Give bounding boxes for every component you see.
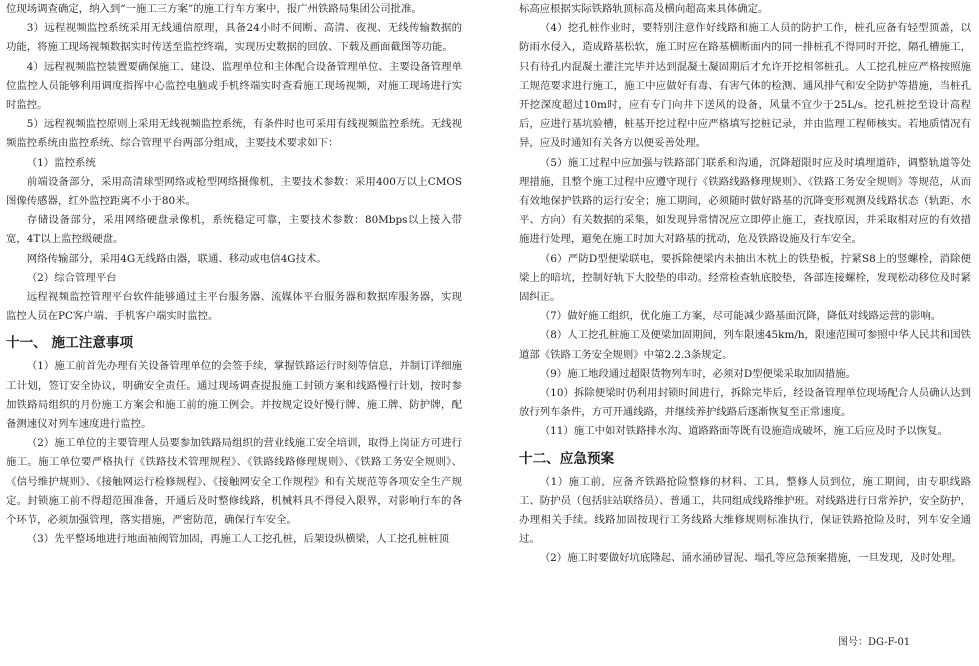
left-paragraph: 远程视频监控管理平台软件能够通过主平台服务器、流媒体平台服务器和数据库服务器，实现监控人员在PC客户端、手机客户端实时监控。 [6,291,462,323]
right-paragraph: （6）严防D型便梁联电，要拆除便梁内未抽出木枕上的铁垫板，拧紧S8上的竖螺栓，消除便梁上的暗坑，控制好轨下大胶垫的串动。经常检查轨底胶垫，各部连接螺栓，发现松动移位及时紧固纠正。 [519,252,971,304]
left-paragraph: （1）监控系统 [26,156,96,169]
right-paragraph: （8）人工挖孔桩施工及便梁加固期间，列车限速45km/h，限速范围可参照中华人民共和国铁道部《铁路工务安全规则》中第2.2.3条规定。 [519,329,971,361]
left-section-heading: 十一、 施工注意事项 [6,335,134,352]
left-paragraph: （3）先平整场地进行地面袖阀管加固，再施工人工挖孔桩，后架设纵横梁，人工挖孔桩桩顶 [26,533,450,546]
left-paragraph: 5）远程视频监控原则上采用无线视频监控系统，有条件时也可采用有线视频监控系统。无线视频监控系统由监控系统、综合管理平台两部分组成，主要技术要求如下： [6,118,462,150]
left-paragraph: （1）施工前首先办理有关设备管理单位的会签手续，掌握铁路运行时刻等信息，并制订详细施工计划，签订安全协议，明确安全责任。通过现场调查提报施工封锁方案和线路慢行计划，按时参加铁路局组织的月份施工方案会和施工前的施工例会。并按规定设好慢行牌、施工牌、防护牌，配备测速仪对列车速度进行监控。 [6,360,462,431]
right-paragraph: （7）做好施工组织，优化施工方案，尽可能减少路基面沉降，降低对线路运营的影响。 [539,310,942,323]
right-paragraph: （5）施工过程中应加强与铁路部门联系和沟通，沉降超限时应及时填埋道砟，调整轨道等处理措施，且整个施工过程中应遵守现行《铁路线路修理规则》、《铁路工务安全规则》等规范，从而有效地保护铁路的运行安全；施工期间，必须随时做好路基的沉降变形观测及线路状态（轨距、水平、方向）有关数据的采集，如发现异常情况应立即停止施工，查找原因，并采取相对应的有效措施进行处理，避免在施工时加大对路基的扰动，危及铁路设施及行车安全。 [519,156,971,246]
left-paragraph: 4）远程视频监控装置要确保施工、建设、监理单位和主体配合设备管理单位、主要设备管理单位监控人员能够利用调度指挥中心监控电脑或手机终端实时查看施工现场视频，对施工现场进行实时监控。 [6,60,462,112]
right-paragraph: （1）施工前，应备齐铁路抢险整修的材料、工具，整修人员到位，施工期间，由专职线路工、防护员（包括驻站联络员）、普通工，共同组成线路维护班。对线路进行日常养护，安全防护，办理相关手续。线路加固按现行工务线路大维修规则标准执行，保证铁路抢险及时，列车安全通过。 [519,475,971,546]
left-paragraph: 3）远程视频监控系统采用无线通信原理，具备24小时不间断、高清、夜视、无线传输数据的功能，将施工现场视频数据实时传送至监控终端，实现历史数据的回放、下载及画面截图等功能。 [6,22,462,54]
right-paragraph: （10）拆除便梁时仍利用封锁时间进行，拆除完毕后，经设备管理单位现场配合人员确认达到放行列车条件，方可开通线路，并继续养护线路后逐渐恢复至正常速度。 [519,387,971,419]
right-paragraph: （4）挖孔桩作业时，要特别注意作好线路和施工人员的防护工作，桩孔应备有轻型顶盖，以防雨水侵入，造成路基松软，施工时应在路基横断面内的同一排桩孔不得同时开挖，隔孔槽施工，只有待孔内混凝土灌注完毕并达到混凝土凝固期后才允许开挖相邻桩孔。人工挖孔桩应严格按照施工规范要求进行施工，施工中应做好有毒、有害气体的检测、通风排气和安全防护等措施，当桩孔开挖深度超过10m时，应有专门向井下送风的设备，风量不宜少于25L/s。挖孔桩挖至设计高程后，应进行基坑验槽，桩基开挖过程中应严格填写挖桩记录，并由监理工程师核实。若地质情况有异，应及时通知有关各方以便妥善处理。 [519,22,971,150]
left-paragraph: （2）施工单位的主要管理人员要参加铁路局组织的营业线施工安全培训，取得上岗证方可进行施工。施工单位要严格执行《铁路技术管理规程》、《铁路线路修理规则》、《铁路工务安全规则》、《信号维护规则》、《接触网运行检修规程》、《接触网安全工作规程》和有关规范等各项安全生产规定。封锁施工前不得超范围准备，开通后及时整修线路，机械料具不得侵入限界，对影响行车的各个环节，必须加强管理，落实措施，严密防范，确保行车安全。 [6,437,462,527]
left-paragraph: 位现场调查确定，纳入到“一施工三方案”的施工行车方案中，报广州铁路局集团公司批准。 [6,3,422,15]
left-paragraph: （2）综合管理平台 [26,271,117,284]
right-column [519,0,971,569]
drawing-number: 图号：DG-F-01 [838,637,911,648]
left-paragraph: 网络传输部分，采用4G无线路由器，联通、移动或电信4G技术。 [26,252,327,265]
right-paragraph: （2）施工时要做好坑底隆起、涌水涌砂冒泥、塌孔等应急预案措施，一旦发现，及时处理。 [539,552,963,565]
right-section-heading: 十二、应急预案 [519,450,615,467]
left-paragraph: 前端设备部分，采用高清球型网络或枪型网络摄像机，主要技术参数：采用400万以上CMOS图像传感器，红外监控距离不小于80米。 [6,175,462,208]
right-paragraph: 标高应根据实际铁路轨顶标高及横向超高来具体确定。 [519,3,769,15]
left-column [6,0,462,549]
left-paragraph: 存储设备部分，采用网络硬盘录像机，系统稳定可靠，主要技术参数：80Mbps以上接入带宽，4T以上监控级硬盘。 [6,214,462,246]
right-paragraph: （9）施工地段通过超限货物列车时，必须对D型便梁采取加固措施。 [539,367,857,380]
right-paragraph: （11）施工中如对铁路排水沟、道路路面等既有设施造成破坏，施工后应及时予以恢复。 [539,425,948,438]
